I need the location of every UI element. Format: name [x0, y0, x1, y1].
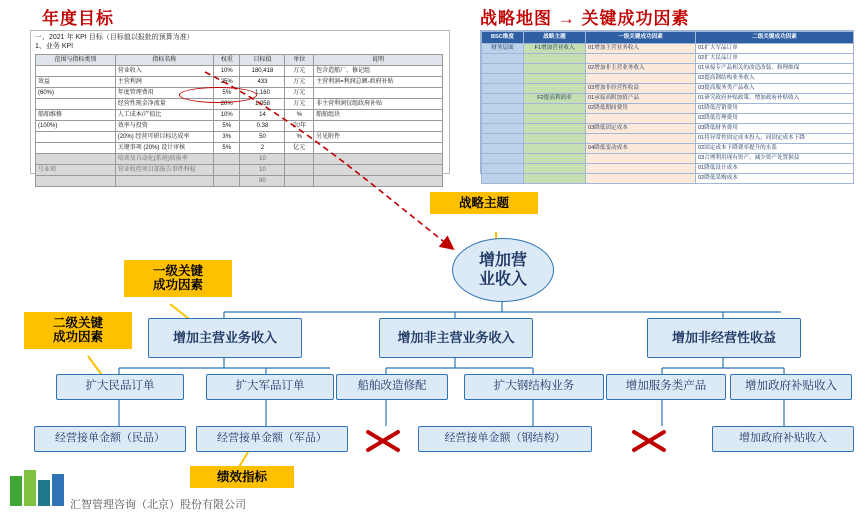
table-row [482, 154, 854, 164]
table-row [482, 84, 854, 94]
node-l2-government-subsidy[interactable]: 增加政府补贴收入 [730, 374, 852, 400]
table-cell: 14 [240, 109, 285, 120]
table-cell: 号业项 [36, 164, 116, 175]
table-cell: 0.38 [240, 120, 285, 131]
kpi-th-0: 范围与指标类别 [36, 54, 116, 65]
table-cell: 1,160 [240, 87, 285, 98]
table-cell [213, 175, 240, 186]
table-cell [213, 164, 240, 175]
table-cell: (100%) [36, 120, 116, 131]
table-cell [524, 84, 586, 94]
table-cell [482, 84, 524, 94]
table-cell [314, 87, 443, 98]
highlight-ellipse-revenue [179, 87, 257, 103]
table-cell: 营业收控项目部报告事件科检 [115, 164, 213, 175]
table-cell: 10 [240, 164, 285, 175]
page-title-right: 战略地图 → 关键成功因素 [480, 9, 690, 28]
kpi-table [35, 54, 443, 187]
node-l3-order-amount-military[interactable]: 经营接单金额（军品） [196, 426, 348, 452]
table-cell: 03提高服务类产品收入 [696, 84, 854, 94]
table-cell [524, 104, 586, 114]
node-l3-order-amount-civil[interactable]: 经营接单金额（民品） [34, 426, 186, 452]
table-cell: 01降低营销费用 [696, 104, 854, 114]
table-row [482, 144, 854, 154]
table-cell: 效益 [36, 76, 116, 87]
table-cell: 03降低财务费用 [696, 124, 854, 134]
table-cell: 80 [240, 175, 285, 186]
table-cell [524, 124, 586, 134]
callout-level1-line2: 成功因素 [152, 278, 203, 293]
table-cell [482, 134, 524, 144]
node-root-increase-revenue[interactable] [452, 238, 554, 302]
table-cell [524, 54, 586, 64]
table-cell: 万元 [285, 87, 314, 98]
table-header-row [36, 54, 443, 65]
table-cell: 01承接专产品相关的改造改装、修理维保 [696, 64, 854, 74]
table-cell [524, 134, 586, 144]
table-cell [482, 94, 524, 104]
table-cell [36, 142, 116, 153]
table-cell [586, 174, 696, 184]
table-cell [586, 164, 696, 174]
table-row [36, 142, 443, 153]
node-l3-order-amount-steel[interactable]: 经营接单金额（钢结构） [418, 426, 592, 452]
bsc-header-row [482, 32, 854, 44]
table-cell: 3% [213, 131, 240, 142]
table-cell [36, 65, 116, 76]
table-row [36, 131, 443, 142]
table-cell: 03降低固定成本 [586, 124, 696, 134]
table-cell [36, 153, 116, 164]
table-cell: 2 [240, 142, 285, 153]
table-cell: 01承接高附加值产品 [586, 94, 696, 104]
bsc-th-1: 战略主题 [524, 32, 586, 44]
table-cell [482, 104, 524, 114]
strategy-map-panel [480, 30, 854, 181]
table-cell: 50 [240, 131, 285, 142]
table-cell: 01将异常控固定成本投入，同固定成本下降 [696, 134, 854, 144]
table-cell: 10% [213, 109, 240, 120]
table-cell [586, 54, 696, 64]
annual-target-panel [30, 30, 450, 184]
table-cell [524, 154, 586, 164]
table-cell [524, 164, 586, 174]
table-cell: 营业收入 [115, 65, 213, 76]
node-root-line2: 业收入 [478, 271, 527, 288]
table-cell: 01增加主营业务收入 [586, 44, 696, 54]
kpi-th-2: 权重 [213, 54, 240, 65]
table-row [482, 54, 854, 64]
table-cell: 船舶组块 [314, 109, 443, 120]
table-cell: 万元 [285, 65, 314, 76]
table-cell [482, 64, 524, 74]
node-root-line1: 增加营 [478, 251, 527, 269]
node-l2-service-products[interactable]: 增加服务类产品 [606, 374, 726, 400]
table-cell: 主营利润=利润总额-政府补贴 [314, 76, 443, 87]
table-cell: 非主营利润仅组政府补贴 [314, 98, 443, 109]
node-l1-main-business[interactable]: 增加主营业务收入 [148, 318, 302, 358]
table-row [482, 134, 854, 144]
table-cell: 10 [240, 153, 285, 164]
table-cell: 培训及自动化(系统)转报率 [115, 153, 213, 164]
table-cell [314, 142, 443, 153]
bsc-th-0: BSC维度 [482, 32, 524, 44]
table-cell: (20%) 经营可研目标达成率 [115, 131, 213, 142]
table-row [36, 120, 443, 131]
table-cell [213, 153, 240, 164]
table-cell [586, 74, 696, 84]
table-cell [482, 144, 524, 154]
bsc-th-2: 一级关键成功因素 [586, 32, 696, 44]
table-cell [482, 114, 524, 124]
table-row [36, 65, 443, 76]
table-row [482, 164, 854, 174]
table-cell: 02降低采购成本 [696, 174, 854, 184]
table-cell: % [285, 131, 314, 142]
bsc-th-3: 二级关键成功因素 [696, 32, 854, 44]
callout-kpi: 绩效指标 [190, 466, 294, 488]
node-l2-civil-orders[interactable]: 扩大民品订单 [56, 374, 184, 400]
table-cell: 433 [240, 76, 285, 87]
table-cell: 1,058 [240, 98, 285, 109]
table-row [482, 74, 854, 84]
footer-company-name: 汇智管理咨询（北京）股份有限公司 [70, 499, 246, 511]
table-cell: 03合理利用现有资产、减少资产处置损益 [696, 154, 854, 164]
table-cell: % [285, 109, 314, 120]
table-cell: 另见附件 [314, 131, 443, 142]
company-logo-icon [8, 470, 68, 508]
table-cell [314, 153, 443, 164]
table-cell [314, 175, 443, 186]
page-title-left: 年度目标 [36, 2, 120, 34]
table-row [482, 174, 854, 184]
table-cell: 04降低变动成本 [586, 144, 696, 154]
table-cell: 180,418 [240, 65, 285, 76]
table-row [36, 175, 443, 186]
table-cell [524, 174, 586, 184]
table-cell [285, 175, 314, 186]
node-l2-ship-repair[interactable]: 船舶改造修配 [336, 374, 448, 400]
table-cell [482, 54, 524, 64]
table-cell: 万元 [285, 98, 314, 109]
callout-strategy-theme: 战略主题 [430, 192, 538, 214]
table-cell [482, 174, 524, 184]
kpi-th-5: 说明 [314, 54, 443, 65]
bsc-table [481, 31, 854, 184]
table-cell: 5% [213, 87, 240, 98]
table-cell: 包含造船厂、修记组 [314, 65, 443, 76]
table-cell [36, 131, 116, 142]
table-cell [285, 164, 314, 175]
table-row [36, 153, 443, 164]
table-cell: F1增加营业收入 [524, 44, 586, 54]
callout-level2-factor [24, 312, 132, 349]
table-row [36, 164, 443, 175]
table-cell [524, 144, 586, 154]
table-cell: 02降低期间费用 [586, 104, 696, 114]
table-cell: 人工成本/产值比 [115, 109, 213, 120]
table-cell [36, 175, 116, 186]
table-cell [524, 114, 586, 124]
kpi-th-4: 单位 [285, 54, 314, 65]
left-table-caption-2: 1、业务 KPI [35, 43, 74, 51]
table-cell: 船舶维修 [36, 109, 116, 120]
table-cell [586, 114, 696, 124]
table-cell: 财务层面 [482, 44, 524, 54]
table-cell: (60%) [36, 87, 116, 98]
table-cell [314, 164, 443, 175]
table-cell [115, 175, 213, 186]
callout-level2-line2: 成功因素 [52, 330, 103, 345]
callout-level1-factor [124, 260, 232, 297]
table-cell [482, 154, 524, 164]
callout-level1-line1: 一级关键 [152, 264, 203, 278]
table-cell [314, 120, 443, 131]
kpi-th-1: 指标名称 [115, 54, 213, 65]
table-cell [586, 154, 696, 164]
node-l2-military-orders[interactable]: 扩大军品订单 [206, 374, 334, 400]
table-row [482, 64, 854, 74]
table-row [482, 114, 854, 124]
node-l3-government-subsidy[interactable]: 增加政府补贴收入 [712, 426, 854, 452]
table-cell: 主营利润 [115, 76, 213, 87]
table-cell [524, 74, 586, 84]
left-table-caption-1: 一、2021 年 KPI 目标（目标值以报批的预算为准） [35, 34, 194, 41]
table-cell: 年度管理费用 [115, 87, 213, 98]
table-cell: 经营性现金净流量 [115, 98, 213, 109]
table-cell: 02降低管理费用 [696, 114, 854, 124]
table-cell: 01研究政府补贴政策、增加政府补贴收入 [696, 94, 854, 104]
table-row [482, 94, 854, 104]
table-cell: F2提高利润率 [524, 94, 586, 104]
node-l2-steel-structure[interactable]: 扩大钢结构业务 [464, 374, 604, 400]
table-cell: 5% [213, 120, 240, 131]
table-cell [524, 64, 586, 74]
table-cell [482, 124, 524, 134]
node-l1-non-main-business[interactable]: 增加非主营业务收入 [379, 318, 533, 358]
table-cell: 10% [213, 65, 240, 76]
table-cell: 02提高钢结构业务收入 [696, 74, 854, 84]
table-cell: 万元 [285, 76, 314, 87]
table-cell: 25% [213, 76, 240, 87]
table-cell: 01降低设计成本 [696, 164, 854, 174]
table-cell: 02增加非主营业务收入 [586, 64, 696, 74]
table-cell [482, 164, 524, 174]
table-cell: 亿元 [285, 142, 314, 153]
table-cell: 关键事项 (20%) 设计审核 [115, 142, 213, 153]
table-row [36, 76, 443, 87]
table-cell [586, 134, 696, 144]
table-row [482, 124, 854, 134]
table-cell: 5% [213, 142, 240, 153]
table-row [482, 104, 854, 114]
table-cell: 01扩大军品订单 [696, 44, 854, 54]
table-cell [36, 98, 116, 109]
table-row [36, 109, 443, 120]
node-l1-non-operating-income[interactable]: 增加非经营性收益 [647, 318, 801, 358]
table-cell: 次/年 [285, 120, 314, 131]
callout-level2-line1: 二级关键 [52, 316, 103, 330]
table-row [482, 44, 854, 54]
table-cell [482, 74, 524, 84]
table-cell: 02固定成本下降费率提升的水系 [696, 144, 854, 154]
kpi-th-3: 目标值 [240, 54, 285, 65]
table-cell: 02扩大民品订单 [696, 54, 854, 64]
table-cell: 效率与投资 [115, 120, 213, 131]
table-cell: 03增加非经营性收益 [586, 84, 696, 94]
table-cell [285, 153, 314, 164]
table-cell: 20% [213, 98, 240, 109]
